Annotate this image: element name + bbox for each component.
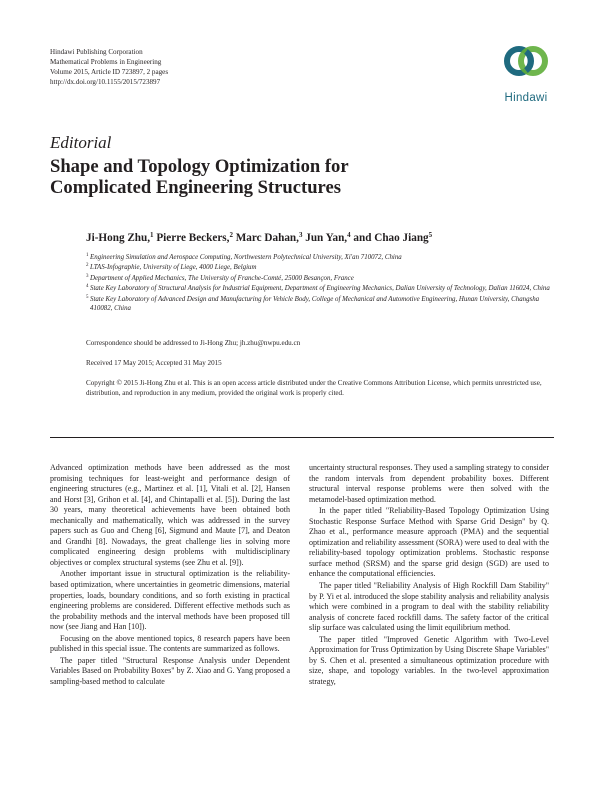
affiliation-item [86,253,556,262]
author-affil-mark: 3 [298,231,303,239]
author-name: and Chao Jiang [353,232,429,244]
body-paragraph: The paper titled "Structural Response Analysis under Dependent Variables Based on Probability Boxes" by Z. Xiao and G. Yang proposed a sampling-based method to calculate [50,655,290,686]
affiliation-number: 2 [86,263,89,269]
body-column-left [50,463,290,688]
author-affil-mark: 4 [347,231,351,239]
volume-info: Volume 2015, Article ID 723897, 2 pages [50,68,169,76]
header-divider [50,437,554,438]
correspondence: Correspondence should be addressed to Ji-Hong Zhu; jh.zhu@nwpu.edu.cn [86,339,301,347]
title-line: Complicated Engineering Structures [50,177,341,198]
body-paragraph: Another important issue in structural optimization is the reliability-based optimization, where uncertainties in geometric dimensions, material properties, loads, boundary conditions, and so forth existing in practical engineering problems are considered. Different effective methods such as the probability methods and the interval methods have been proposed till now (see Jiang and Han [10]). [50,569,290,632]
publication-info [50,47,168,87]
title-line: Shape and Topology Optimization for [50,156,349,177]
journal-name: Mathematical Problems in Engineering [50,58,162,66]
affiliation-item [86,274,556,283]
body-paragraph: In the paper titled "Reliability-Based Topology Optimization Using Stochastic Response Surface Method with Sparse Grid Design" by Q. Zhao et al., performance measure approach (PMA) and the sequential optimization and reliability assessment (SORA) were used to deal with the reliability-based topology optimization problems. Stochastic response surface method (SRSM) and the sparse grid design (SGD) are used to enhance the computational efficiencies. [309,506,549,579]
body-paragraph: Focusing on the above mentioned topics, 8 research papers have been published in this special issue. The contents are summarized as follows. [50,633,290,654]
body-paragraph: uncertainty structural responses. They used a sampling strategy to consider the random intervals from dependent probability boxes. Different structural interval response problems were then solved with the metamodel-based optimization method. [309,463,549,504]
author-name: Ji-Hong Zhu, [86,232,151,244]
article-title [50,156,349,198]
body-paragraph: The paper titled "Improved Genetic Algorithm with Two-Level Approximation for Truss Optimization by Using Discrete Shape Variables" by S. Chen et al. presented a simultaneous optimization procedure with size, shape, and topology variables. In the two-level approximation strategy, [309,634,549,686]
author-name: Marc Dahan, [235,232,299,244]
affiliation-text: Department of Applied Mechanics, The University of Franche-Comté, 25000 Besançon, France [90,274,354,282]
publisher-name: Hindawi Publishing Corporation [50,48,143,56]
affiliation-text: State Key Laboratory of Structural Analysis for Industrial Equipment, Department of Engineering Mechanics, Dalian University of Technology, Dalian 116024, China [90,285,550,293]
affiliation-text: Engineering Simulation and Aerospace Computing, Northwestern Polytechnical University, Xi'an 710072, China [90,254,402,261]
body-column-right [309,463,549,688]
doi-link[interactable]: http://dx.doi.org/10.1155/2015/723897 [50,78,161,86]
author-affil-mark: 5 [428,231,433,239]
body-paragraph: The paper titled "Reliability Analysis of High Rockfill Dam Stability" by P. Yi et al. introduced the slope stability analysis and reliability analysis which were combined in a program to deal with the stability reliability analysis of concrete faced rockfill dams. The safety factor of the critical slip surface was calculated using the limit equilibrium method. [309,581,549,633]
logo-text: Hindawi [504,92,548,104]
copyright-notice: Copyright © 2015 Ji-Hong Zhu et al. This is an open access article distributed under the Creative Commons Attribution License, which permits unrestricted use, distribution, and reproduction in any medium, provided the original work is properly cited. [86,379,542,398]
affiliation-number: 4 [86,284,89,290]
section-label: Editorial [50,133,112,152]
affiliation-number: 1 [86,253,89,258]
affiliation-text: LTAS-Infographie, University of Liege, 4000 Liege, Belgium [90,264,257,272]
affiliation-number: 3 [86,273,89,279]
hindawi-logo [493,40,559,106]
author-affil-mark: 1 [150,231,154,239]
author-name: Jun Yan, [305,232,348,244]
affiliation-item [86,295,556,313]
affiliation-item [86,263,556,272]
affiliation-text: State Key Laboratory of Advanced Design and Manufacturing for Vehicle Body, College of Mechanical and Automotive Engineering, Hunan University, Changsha 410082, China [90,295,540,312]
author-list [86,231,432,244]
author-affil-mark: 2 [229,231,233,239]
hindawi-rings-icon [502,40,550,82]
affiliations [86,253,556,314]
body-paragraph: Advanced optimization methods have been addressed as the most promising techniques for least-weight and performance design of engineering structures (e.g., Martinez et al. [1], Vitali et al. [2], Hansen and Horst [3], Grihon et al. [4], and Chintapalli et al. [5]). During the last 30 years, many theoretical achievements have been obtained both mechanically and mathematically, which was addressed in the survey papers such as Guo and Cheng [6], Sigmund and Maute [7], and Deaton and Grandhi [8]. Nowadays, the great challenge lies in solving more complicated engineering design problems with multidisciplinary objectives or complex structural systems (see Zhu et al. [9]). [50,463,290,567]
affiliation-number: 5 [86,294,89,300]
affiliation-item [86,284,556,293]
author-name: Pierre Beckers, [156,232,230,244]
received-dates: Received 17 May 2015; Accepted 31 May 2015 [86,359,222,367]
